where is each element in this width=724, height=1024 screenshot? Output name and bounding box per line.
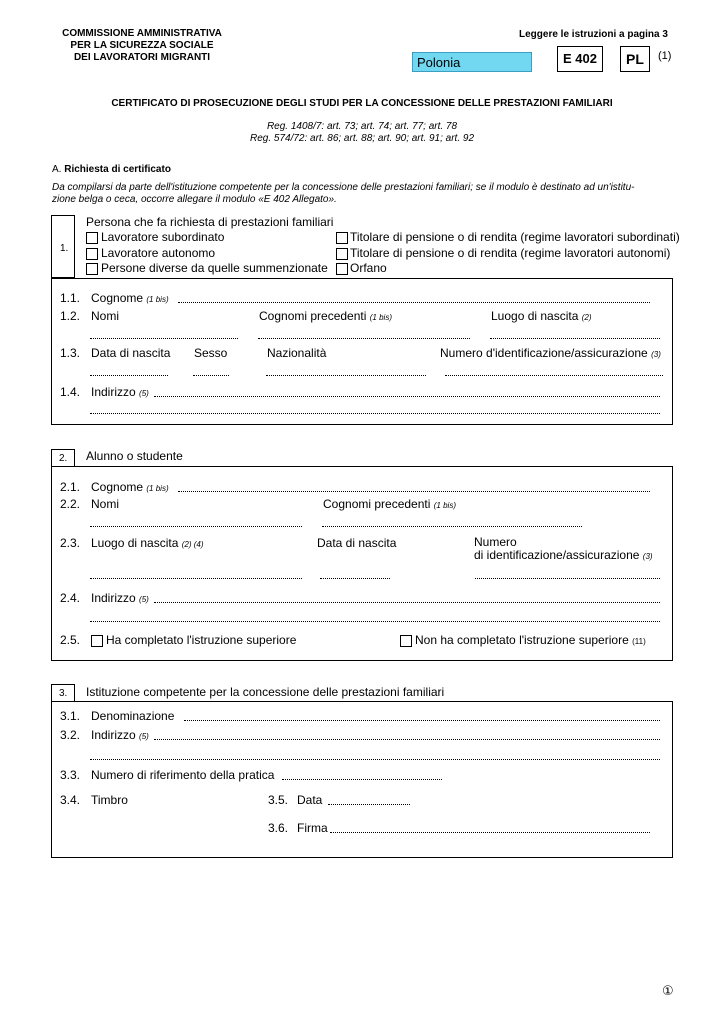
checkbox-lavoratore-autonomo[interactable] (86, 248, 98, 260)
page-marker: ① (662, 983, 674, 998)
field-number-1-3: 1.3. (60, 346, 81, 360)
input-indirizzo-3b[interactable] (90, 759, 660, 760)
input-indirizzo-2b[interactable] (90, 621, 660, 622)
option-completato: Ha completato l'istruzione superiore (106, 633, 297, 647)
field-number-1-4: 1.4. (60, 385, 81, 399)
option-orfano: Orfano (350, 261, 387, 275)
field-number-3-6: 3.6. (268, 821, 289, 835)
input-cognome-2[interactable] (178, 491, 650, 492)
field-number-3-5: 3.5. (268, 793, 289, 807)
label-indirizzo-1: Indirizzo (5) (91, 385, 149, 399)
checkbox-persone-diverse[interactable] (86, 263, 98, 275)
input-indirizzo-3a[interactable] (154, 739, 660, 740)
label-timbro: Timbro (91, 793, 128, 807)
label-indirizzo-3: Indirizzo (5) (91, 728, 149, 742)
option-lavoratore-subordinato: Lavoratore subordinato (101, 230, 225, 244)
label-numero-identificazione-2: Numero di identificazione/assicurazione (3) (474, 535, 653, 562)
country-code: PL (626, 51, 644, 67)
field-number-2-3: 2.3. (60, 536, 81, 550)
section-3-title: Istituzione competente per la concessione delle prestazioni familiari (86, 685, 445, 699)
label-denominazione: Denominazione (91, 709, 175, 723)
country-code-box (620, 46, 650, 72)
section-1-title: Persona che fa richiesta di prestazioni familiari (86, 215, 334, 229)
option-pensione-autonomi: Titolare di pensione o di rendita (regime lavoratori autonomi) (350, 246, 671, 260)
field-number-3-3: 3.3. (60, 768, 81, 782)
field-number-1-1: 1.1. (60, 291, 81, 305)
regulation-line-2: Reg. 574/72: art. 86; art. 88; art. 90; art. 91; art. 92 (249, 133, 475, 144)
section-a-title: Richiesta di certificato (64, 164, 171, 175)
input-nomi-1[interactable] (90, 338, 238, 339)
input-nazionalita-1[interactable] (266, 375, 426, 376)
section-3-number-box (51, 684, 75, 702)
input-luogo-nascita-2[interactable] (90, 578, 302, 579)
field-number-3-2: 3.2. (60, 728, 81, 742)
section-1-number-box (51, 215, 75, 278)
checkbox-non-completato[interactable] (400, 635, 412, 647)
label-sesso-1: Sesso (194, 346, 228, 360)
checkbox-completato[interactable] (91, 635, 103, 647)
input-data[interactable] (328, 804, 410, 805)
field-number-2-1: 2.1. (60, 480, 81, 494)
section-2-number-box (51, 449, 75, 467)
input-sesso-1[interactable] (193, 375, 229, 376)
label-data-nascita-2: Data di nascita (317, 536, 397, 550)
checkbox-orfano[interactable] (336, 263, 348, 275)
organization-name (52, 28, 232, 64)
input-indirizzo-1a[interactable] (154, 396, 660, 397)
input-numero-identificazione-2[interactable] (475, 578, 660, 579)
input-data-nascita-2[interactable] (320, 578, 390, 579)
field-number-2-5: 2.5. (60, 633, 81, 647)
section-a-heading: A. Richiesta di certificato (52, 164, 171, 175)
input-nomi-2[interactable] (90, 526, 302, 527)
field-number-2-4: 2.4. (60, 591, 81, 605)
section-2-title: Alunno o studente (86, 449, 183, 463)
section-2-number: 2. (59, 453, 68, 464)
input-firma[interactable] (330, 832, 650, 833)
form-code-box (557, 46, 603, 72)
label-cognomi-precedenti-2: Cognomi precedenti (1 bis) (323, 497, 456, 511)
label-cognome-1: Cognome (1 bis) (91, 291, 169, 305)
option-lavoratore-autonomo: Lavoratore autonomo (101, 246, 216, 260)
label-cognomi-precedenti-1: Cognomi precedenti (1 bis) (259, 309, 392, 323)
input-data-nascita-1[interactable] (90, 375, 168, 376)
regulation-line-1: Reg. 1408/7: art. 73; art. 74; art. 77; art. 78 (266, 121, 458, 132)
org-line-1: COMMISSIONE AMMINISTRATIVA (62, 28, 222, 39)
org-line-2: PER LA SICUREZZA SOCIALE (70, 40, 214, 51)
label-data-nascita-1: Data di nascita (91, 346, 171, 360)
section-2-box (51, 466, 673, 661)
country-name: Polonia (417, 55, 461, 70)
section-3-number: 3. (59, 688, 68, 699)
footnote-ref: (1) (658, 50, 672, 62)
field-number-3-4: 3.4. (60, 793, 81, 807)
label-nomi-2: Nomi (91, 497, 120, 511)
label-luogo-nascita-1: Luogo di nascita (2) (491, 309, 592, 323)
regulations (0, 121, 724, 145)
input-cognomi-precedenti-2[interactable] (322, 526, 582, 527)
input-indirizzo-1b[interactable] (90, 413, 660, 414)
input-luogo-nascita-1[interactable] (490, 338, 660, 339)
label-luogo-nascita-2: Luogo di nascita (2) (4) (91, 536, 204, 550)
input-cognomi-precedenti-1[interactable] (258, 338, 470, 339)
field-number-3-1: 3.1. (60, 709, 81, 723)
label-firma: Firma (297, 821, 328, 835)
label-nomi-1: Nomi (91, 309, 120, 323)
checkbox-pensione-subordinati[interactable] (336, 232, 348, 244)
field-number-1-2: 1.2. (60, 309, 81, 323)
label-numero-riferimento: Numero di riferimento della pratica (91, 768, 275, 782)
section-1-number: 1. (60, 243, 69, 254)
instructions-note: Leggere le istruzioni a pagina 3 (519, 29, 668, 40)
label-cognome-2: Cognome (1 bis) (91, 480, 169, 494)
input-numero-identificazione-1[interactable] (445, 375, 663, 376)
checkbox-lavoratore-subordinato[interactable] (86, 232, 98, 244)
org-line-3: DEI LAVORATORI MIGRANTI (73, 52, 211, 63)
option-non-completato: Non ha completato l'istruzione superiore (11) (415, 633, 646, 647)
page-title: CERTIFICATO DI PROSECUZIONE DEGLI STUDI PER LA CONCESSIONE DELLE PRESTAZIONI FAMILIARI (111, 98, 613, 109)
input-denominazione[interactable] (184, 720, 660, 721)
label-indirizzo-2: Indirizzo (5) (91, 591, 149, 605)
input-numero-riferimento[interactable] (282, 779, 442, 780)
checkbox-pensione-autonomi[interactable] (336, 248, 348, 260)
input-indirizzo-2a[interactable] (154, 602, 660, 603)
field-number-2-2: 2.2. (60, 497, 81, 511)
country-field[interactable] (412, 52, 532, 72)
label-numero-identificazione-1: Numero d'identificazione/assicurazione (3) (440, 346, 661, 360)
section-a-note: Da compilarsi da parte dell'istituzione competente per la concessione delle prestazioni familiari; se il modulo è destinato ad un'istitu- zione belga o ceca, occorre allegare il modulo «E 402 Allegato». (52, 182, 635, 205)
option-pensione-subordinati: Titolare di pensione o di rendita (regime lavoratori subordinati) (350, 230, 680, 244)
label-nazionalita-1: Nazionalità (267, 346, 327, 360)
form-code: E 402 (563, 51, 597, 66)
label-data: Data (297, 793, 323, 807)
option-persone-diverse: Persone diverse da quelle summenzionate (101, 261, 328, 275)
input-cognome-1[interactable] (178, 302, 650, 303)
